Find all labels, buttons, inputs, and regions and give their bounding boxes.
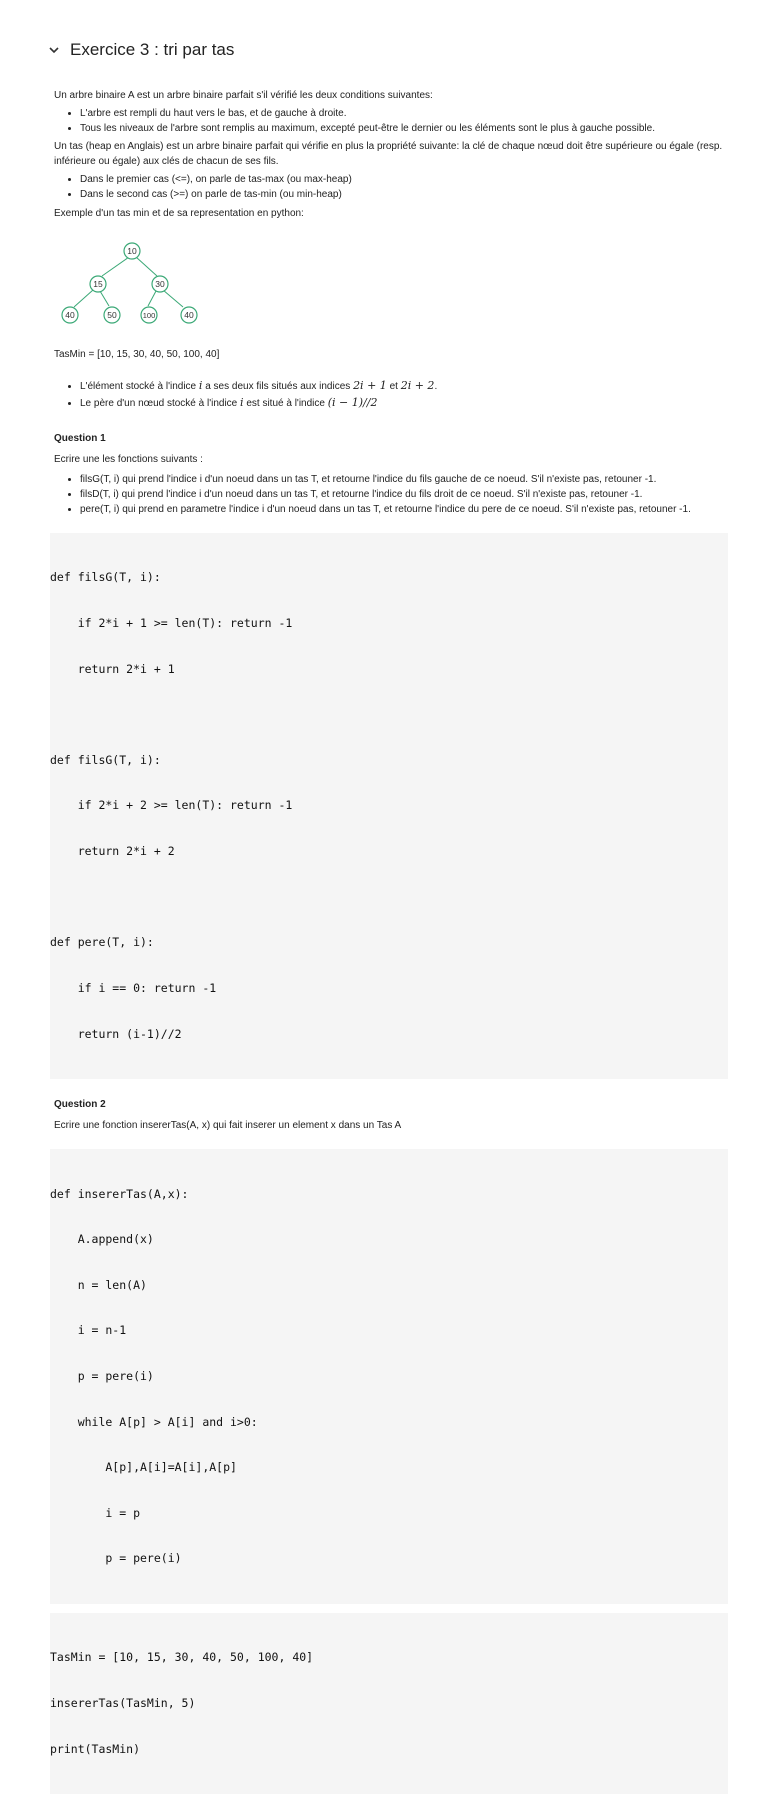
tree-node-label: 10 [127,246,137,256]
list-item: • L'arbre est rempli du haut vers le bas, et de gauche à droite. [80,106,734,121]
tree-edge [136,257,157,276]
code-line: if 2*i + 1 >= len(T): return -1 [50,616,293,631]
code-cell-question-1[interactable] [50,533,728,1079]
code-line: def filsG(T, i): [50,752,161,767]
section-header[interactable] [48,40,234,60]
code-line: return 2*i + 2 [50,844,175,859]
question-2-intro: Ecrire une fonction insererTas(A, x) qui fait inserer un element x dans un Tas A [54,1120,402,1132]
code-line: A[p],A[i]=A[i],A[p] [50,1460,237,1475]
code-line: if 2*i + 2 >= len(T): return -1 [50,798,293,813]
code-line: i = p [50,1505,141,1520]
text: et [386,381,401,392]
list-item: • Dans le second cas (>=) on parle de tas-min (ou min-heap) [80,187,734,202]
tree-edge [100,291,109,306]
math-i: i [240,396,244,409]
code-line [50,890,728,905]
text: L'élément stocké à l'indice [80,381,199,392]
list-item [80,378,734,395]
tree-node-label: 15 [93,279,103,289]
tree-node-label: 30 [155,279,165,289]
code-line: return 2*i + 1 [50,661,175,676]
tree-node-label: 40 [65,310,75,320]
definition-list [54,106,734,136]
text: . [434,381,438,392]
math-parent: (i − 1)//2 [327,396,378,409]
code-line: print(TasMin) [50,1741,141,1756]
paragraph-heap: Un tas (heap en Anglais) est un arbre binaire parfait qui vérifie en plus la propriété suivante: la clé de chaque nœud doit être supérieure ou égale (resp. inférieure ou égale) aux clés de chacun de ses fils. [54,141,723,167]
code-line: if i == 0: return -1 [50,980,217,995]
tree-node-label: 40 [184,310,194,320]
list-item: • Tous les niveaux de l'arbre sont remplis au maximum, excepté peut-être le dernier ou les éléments sont le plus à gauche possible. [80,121,734,136]
tree-node-label: 50 [107,310,117,320]
question-1-list [54,472,734,517]
list-item: • pere(T, i) qui prend en parametre l'indice i d'un noeud dans un tas T, et retourne l'indice du pere de ce noeud. S'il n'existe pas, retouner -1. [80,502,734,517]
list-item: • filsG(T, i) qui prend l'indice i d'un noeud dans un tas T, et retourne l'indice du fils gauche de ce noeud. S'il n'existe pas, retouner -1. [80,472,734,487]
section-title: Exercice 3 : tri par tas [70,40,235,59]
text: a ses deux fils situés aux indices [202,381,354,392]
heap-tree-diagram [56,243,206,327]
tree-edge [102,257,129,276]
text: est situé à l'indice [243,398,328,409]
code-line: return (i-1)//2 [50,1026,182,1041]
markdown-content [50,88,734,1794]
code-line: def pere(T, i): [50,935,154,950]
code-line [50,707,728,722]
tree-node-label: 100 [142,311,156,320]
chevron-down-icon[interactable] [48,44,60,56]
heap-type-list [54,172,734,202]
code-line: p = pere(i) [50,1368,154,1383]
code-line: insererTas(TasMin, 5) [50,1696,196,1711]
paragraph-definition: Un arbre binaire A est un arbre binaire parfait s'il vérifié les deux conditions suivantes: [54,90,433,101]
question-2-title: Question 2 [54,1099,106,1111]
tasmin-representation: TasMin = [10, 15, 30, 40, 50, 100, 40] [54,349,220,360]
code-line: p = pere(i) [50,1551,182,1566]
math-left-child: 2i + 1 [353,379,387,392]
code-line: def insererTas(A,x): [50,1186,189,1201]
math-i: i [198,379,203,392]
paragraph-example: Exemple d'un tas min et de sa representation en python: [54,208,304,219]
list-item: • filsD(T, i) qui prend l'indice i d'un noeud dans un tas T, et retourne l'indice du fils droit de ce noeud. S'il n'existe pas, retouner -1. [80,487,734,502]
question-1-title: Question 1 [54,433,106,444]
tree-edge [163,290,183,307]
question-1-intro: Ecrire une les fonctions suivants : [54,454,203,465]
math-right-child: 2i + 2 [400,379,435,392]
code-line: A.append(x) [50,1232,154,1247]
list-item: • Dans le premier cas (<=), on parle de tas-max (ou max-heap) [80,172,734,187]
code-cell-test[interactable] [50,1613,728,1794]
code-line: TasMin = [10, 15, 30, 40, 50, 100, 40] [50,1650,314,1665]
code-cell-question-2[interactable] [50,1149,728,1604]
code-line: while A[p] > A[i] and i>0: [50,1414,258,1429]
code-line: def filsG(T, i): [50,570,161,585]
list-item [80,395,734,412]
code-line: i = n-1 [50,1323,127,1338]
index-rules-list [54,378,734,412]
tree-edge [74,290,93,307]
tree-edge [148,291,156,306]
text: Le père d'un nœud stocké à l'indice [80,398,241,409]
code-line: n = len(A) [50,1277,147,1292]
